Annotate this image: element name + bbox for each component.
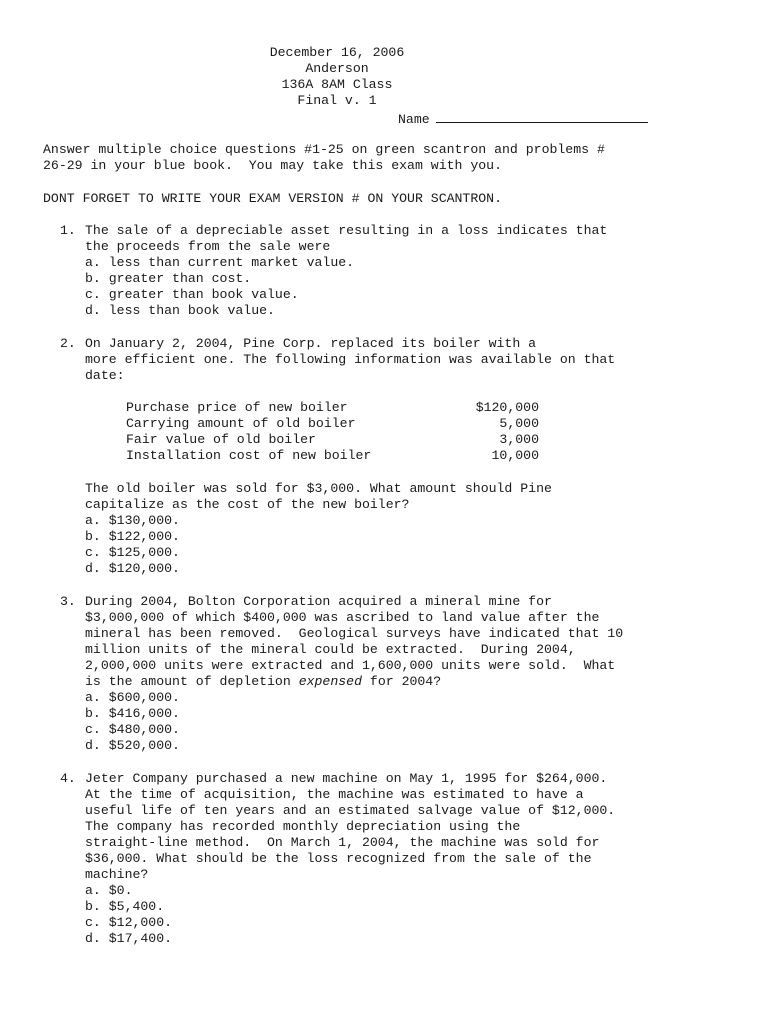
- answer-option-a: a. $130,000.: [85, 513, 180, 528]
- scantron-reminder: DONT FORGET TO WRITE YOUR EXAM VERSION # ON YOUR SCANTRON.: [43, 191, 502, 206]
- question-text-line: the proceeds from the sale were: [85, 239, 331, 254]
- question-text-line: capitalize as the cost of the new boiler?: [85, 497, 410, 512]
- instructions-line-1: Answer multiple choice questions #1-25 on green scantron and problems #: [43, 142, 605, 157]
- answer-option-d: d. less than book value.: [85, 303, 275, 318]
- question-number: 4.: [60, 771, 76, 786]
- question-text-line: At the time of acquisition, the machine was estimated to have a: [85, 787, 584, 802]
- table-row-value: $120,000: [475, 400, 539, 415]
- question-number: 1.: [60, 223, 76, 238]
- question-text-line: $36,000. What should be the loss recognized from the sale of the: [85, 851, 592, 866]
- table-row-value: 10,000: [491, 448, 539, 463]
- name-label: Name: [398, 112, 430, 127]
- answer-option-c: c. greater than book value.: [85, 287, 299, 302]
- question-text-line: date:: [85, 368, 125, 383]
- question-text-part: for 2004?: [362, 674, 442, 689]
- answer-option-b: b. $416,000.: [85, 706, 180, 721]
- question-text-line: Jeter Company purchased a new machine on May 1, 1995 for $264,000.: [85, 771, 608, 786]
- answer-option-d: d. $17,400.: [85, 931, 173, 946]
- question-text-line: 2,000,000 units were extracted and 1,600,000 units were sold. What: [85, 658, 616, 673]
- table-row-label: Purchase price of new boiler: [126, 400, 348, 415]
- class-name: 136A 8AM Class: [281, 77, 393, 92]
- answer-option-a: a. $0.: [85, 883, 133, 898]
- question-text-line: straight-line method. On March 1, 2004, the machine was sold for: [85, 835, 600, 850]
- question-text-line: [85, 674, 441, 690]
- answer-option-b: b. $5,400.: [85, 899, 165, 914]
- question-text-part: is the amount of depletion: [85, 674, 299, 689]
- table-row-label: Carrying amount of old boiler: [126, 416, 356, 431]
- answer-option-c: c. $480,000.: [85, 722, 180, 737]
- question-text-line: machine?: [85, 867, 149, 882]
- answer-option-d: d. $120,000.: [85, 561, 180, 576]
- question-text-line: The company has recorded monthly depreciation using the: [85, 819, 521, 834]
- question-text-line: million units of the mineral could be extracted. During 2004,: [85, 642, 576, 657]
- table-row-value: 3,000: [499, 432, 539, 447]
- question-text-line: more efficient one. The following information was available on that: [85, 352, 616, 367]
- table-row-label: Installation cost of new boiler: [126, 448, 372, 463]
- table-row-label: Fair value of old boiler: [126, 432, 316, 447]
- emphasized-word: expensed: [298, 674, 362, 689]
- question-text-line: The sale of a depreciable asset resulting in a loss indicates that: [85, 223, 608, 238]
- exam-version: Final v. 1: [297, 93, 377, 108]
- answer-option-b: b. $122,000.: [85, 529, 180, 544]
- answer-option-d: d. $520,000.: [85, 738, 180, 753]
- name-field[interactable]: [398, 110, 648, 128]
- answer-option-a: a. $600,000.: [85, 690, 180, 705]
- question-text-line: On January 2, 2004, Pine Corp. replaced its boiler with a: [85, 336, 537, 351]
- exam-date: December 16, 2006: [269, 45, 405, 60]
- answer-option-b: b. greater than cost.: [85, 271, 252, 286]
- question-text-line: The old boiler was sold for $3,000. What amount should Pine: [85, 481, 552, 496]
- question-text-line: useful life of ten years and an estimated salvage value of $12,000.: [85, 803, 616, 818]
- answer-option-a: a. less than current market value.: [85, 255, 355, 270]
- question-text-line: mineral has been removed. Geological surveys have indicated that 10: [85, 626, 624, 641]
- question-text-line: During 2004, Bolton Corporation acquired a mineral mine for: [85, 594, 552, 609]
- table-row-value: 5,000: [499, 416, 539, 431]
- answer-option-c: c. $12,000.: [85, 915, 173, 930]
- question-number: 2.: [60, 336, 76, 351]
- answer-option-c: c. $125,000.: [85, 545, 180, 560]
- name-blank-line[interactable]: [436, 110, 648, 123]
- question-number: 3.: [60, 594, 76, 609]
- instructor-name: Anderson: [305, 61, 369, 76]
- instructions-line-2: 26-29 in your blue book. You may take this exam with you.: [43, 158, 502, 173]
- question-text-line: $3,000,000 of which $400,000 was ascribed to land value after the: [85, 610, 600, 625]
